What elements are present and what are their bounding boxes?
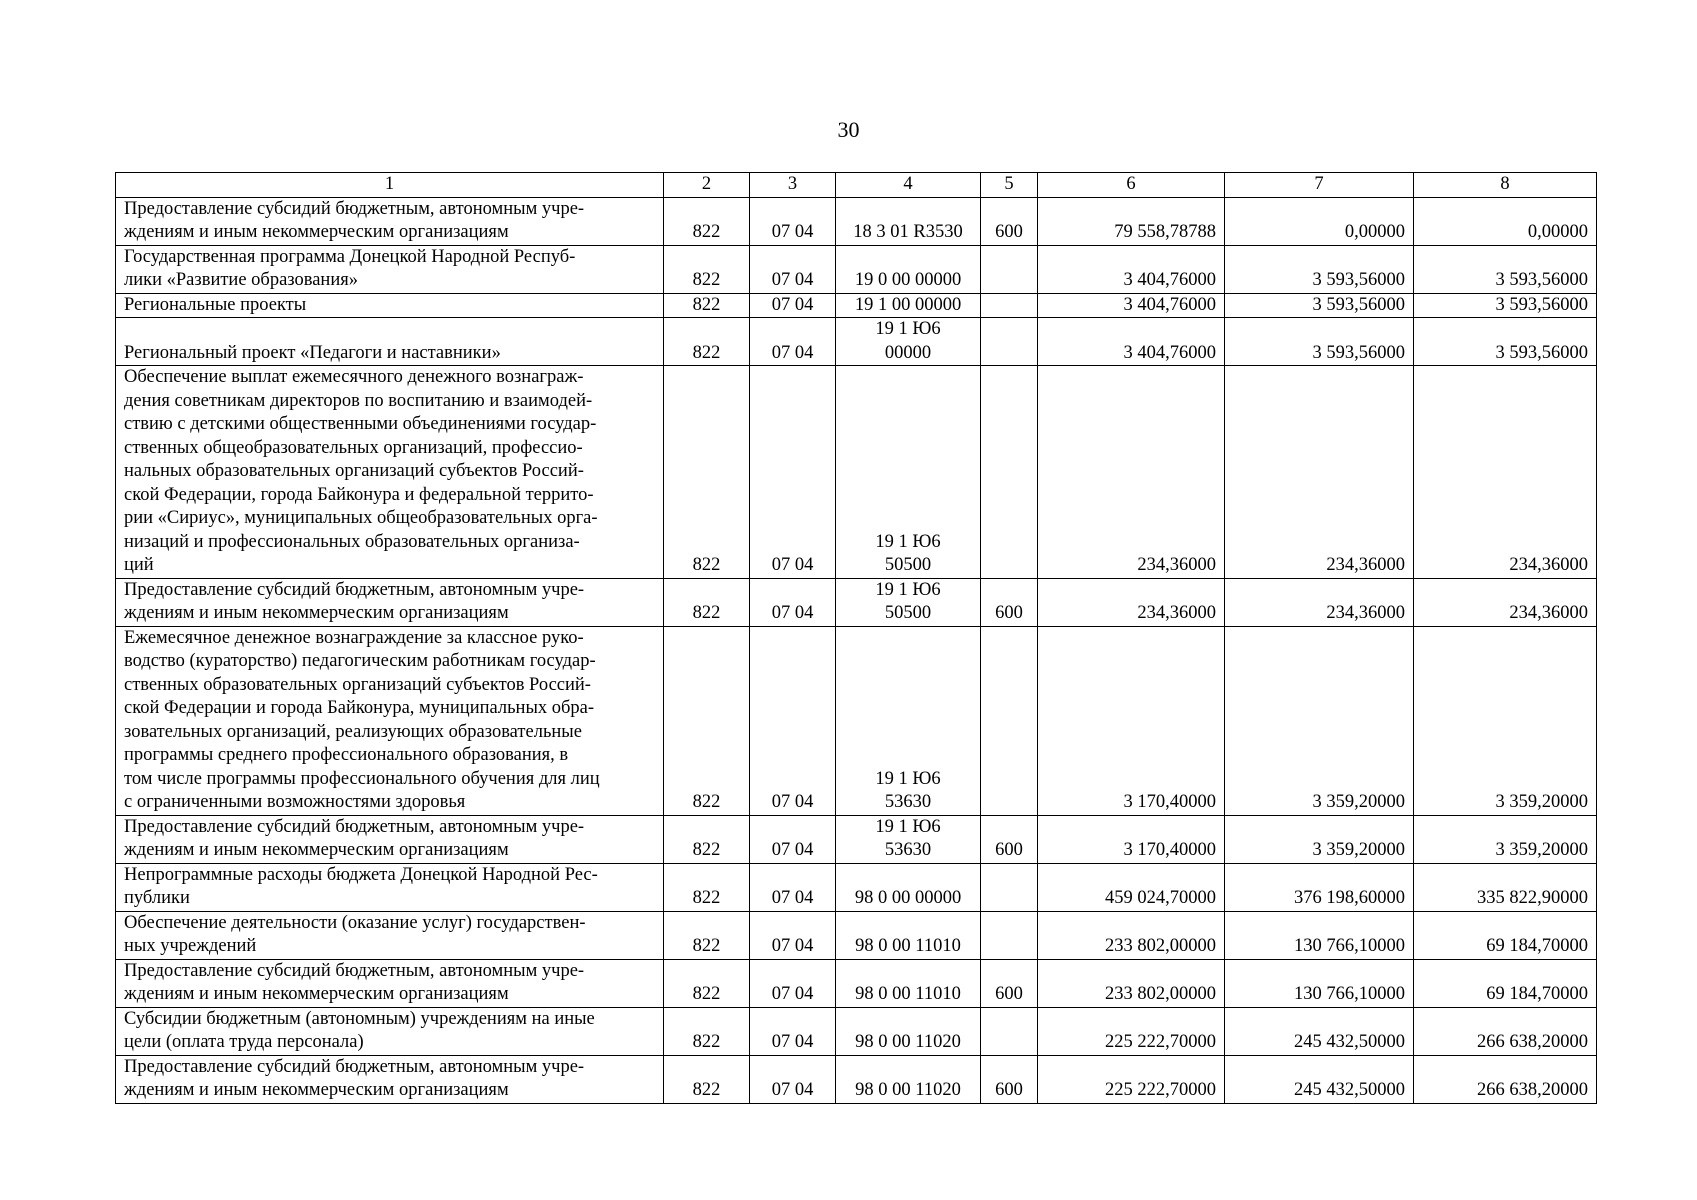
target-article-cell: 18 3 01 R3530 xyxy=(836,197,981,245)
column-header: 1 xyxy=(116,173,664,198)
amount-year3-cell: 335 822,90000 xyxy=(1414,863,1597,911)
amount-year1-cell: 233 802,00000 xyxy=(1038,959,1225,1007)
section-code-cell: 07 04 xyxy=(750,197,836,245)
ministry-code-cell: 822 xyxy=(664,626,750,815)
target-article-cell: 19 1 00 00000 xyxy=(836,293,981,318)
table-row xyxy=(116,318,1597,366)
ministry-code-cell: 822 xyxy=(664,318,750,366)
amount-year2-cell: 3 359,20000 xyxy=(1225,815,1414,863)
ministry-code-cell: 822 xyxy=(664,959,750,1007)
section-code-cell: 07 04 xyxy=(750,318,836,366)
ministry-code-cell: 822 xyxy=(664,245,750,293)
section-code-cell: 07 04 xyxy=(750,1055,836,1103)
amount-year1-cell: 3 170,40000 xyxy=(1038,815,1225,863)
amount-year2-cell: 3 593,56000 xyxy=(1225,293,1414,318)
amount-year2-cell: 3 593,56000 xyxy=(1225,318,1414,366)
expense-type-cell: 600 xyxy=(981,197,1038,245)
amount-year3-cell: 234,36000 xyxy=(1414,578,1597,626)
section-code-cell: 07 04 xyxy=(750,959,836,1007)
row-name-cell: Обеспечение деятельности (оказание услуг) государствен- ных учреждений xyxy=(116,911,664,959)
amount-year2-cell: 3 593,56000 xyxy=(1225,245,1414,293)
ministry-code-cell: 822 xyxy=(664,366,750,579)
expense-type-cell: 600 xyxy=(981,578,1038,626)
amount-year3-cell: 3 593,56000 xyxy=(1414,318,1597,366)
amount-year3-cell: 3 593,56000 xyxy=(1414,245,1597,293)
amount-year1-cell: 225 222,70000 xyxy=(1038,1007,1225,1055)
target-article-cell: 19 1 Ю6 00000 xyxy=(836,318,981,366)
amount-year1-cell: 79 558,78788 xyxy=(1038,197,1225,245)
target-article-cell: 98 0 00 11010 xyxy=(836,911,981,959)
amount-year1-cell: 459 024,70000 xyxy=(1038,863,1225,911)
table-row xyxy=(116,197,1597,245)
table-row xyxy=(116,293,1597,318)
row-name-cell: Государственная программа Донецкой Народной Респуб- лики «Развитие образования» xyxy=(116,245,664,293)
expense-type-cell xyxy=(981,366,1038,579)
amount-year1-cell: 3 170,40000 xyxy=(1038,626,1225,815)
ministry-code-cell: 822 xyxy=(664,863,750,911)
row-name-cell: Субсидии бюджетным (автономным) учреждениям на иные цели (оплата труда персонала) xyxy=(116,1007,664,1055)
amount-year3-cell: 3 359,20000 xyxy=(1414,815,1597,863)
row-name-cell: Ежемесячное денежное вознаграждение за классное руко- водство (кураторство) педагогическим работникам государ- ственных образовательных организаций субъектов Россий- ской Федерации и города Байконура, муниципальных обра- зовательных организаций, реализующих образовательные программы среднего профессионального образования, в том числе программы профессионального обучения для лиц с ограниченными возможностями здоровья xyxy=(116,626,664,815)
target-article-cell: 98 0 00 11020 xyxy=(836,1055,981,1103)
amount-year3-cell: 3 359,20000 xyxy=(1414,626,1597,815)
ministry-code-cell: 822 xyxy=(664,1055,750,1103)
amount-year2-cell: 3 359,20000 xyxy=(1225,626,1414,815)
row-name-cell: Обеспечение выплат ежемесячного денежного вознаграж- дения советникам директоров по воспитанию и взаимодей- ствию с детскими общественными объединениями государ- ственных общеобразовательных организаций, профессио- нальных образовательных организаций субъектов Россий- ской Федерации, города Байконура и федеральной террито- рии «Сириус», муниципальных общеобразовательных орга- низаций и профессиональных образовательных организа- ций xyxy=(116,366,664,579)
table-row xyxy=(116,863,1597,911)
amount-year3-cell: 266 638,20000 xyxy=(1414,1055,1597,1103)
section-code-cell: 07 04 xyxy=(750,293,836,318)
page-number: 30 xyxy=(837,117,860,142)
amount-year3-cell: 69 184,70000 xyxy=(1414,959,1597,1007)
table-row xyxy=(116,1007,1597,1055)
target-article-cell: 19 1 Ю6 50500 xyxy=(836,366,981,579)
table-row xyxy=(116,1055,1597,1103)
section-code-cell: 07 04 xyxy=(750,815,836,863)
amount-year1-cell: 3 404,76000 xyxy=(1038,245,1225,293)
row-name-cell: Непрограммные расходы бюджета Донецкой Народной Рес- публики xyxy=(116,863,664,911)
table-row xyxy=(116,911,1597,959)
amount-year1-cell: 225 222,70000 xyxy=(1038,1055,1225,1103)
target-article-cell: 19 0 00 00000 xyxy=(836,245,981,293)
table-row xyxy=(116,245,1597,293)
expense-type-cell xyxy=(981,911,1038,959)
column-header: 4 xyxy=(836,173,981,198)
amount-year3-cell: 69 184,70000 xyxy=(1414,911,1597,959)
expense-type-cell: 600 xyxy=(981,815,1038,863)
section-code-cell: 07 04 xyxy=(750,626,836,815)
amount-year2-cell: 376 198,60000 xyxy=(1225,863,1414,911)
amount-year3-cell: 266 638,20000 xyxy=(1414,1007,1597,1055)
target-article-cell: 98 0 00 00000 xyxy=(836,863,981,911)
expense-type-cell: 600 xyxy=(981,1055,1038,1103)
row-name-cell: Предоставление субсидий бюджетным, автономным учре- ждениям и иным некоммерческим организациям xyxy=(116,815,664,863)
column-header: 2 xyxy=(664,173,750,198)
column-header: 3 xyxy=(750,173,836,198)
amount-year2-cell: 130 766,10000 xyxy=(1225,911,1414,959)
expense-type-cell xyxy=(981,1007,1038,1055)
expense-type-cell xyxy=(981,293,1038,318)
section-code-cell: 07 04 xyxy=(750,366,836,579)
column-header: 6 xyxy=(1038,173,1225,198)
target-article-cell: 19 1 Ю6 50500 xyxy=(836,578,981,626)
table-row xyxy=(116,959,1597,1007)
section-code-cell: 07 04 xyxy=(750,863,836,911)
amount-year1-cell: 3 404,76000 xyxy=(1038,293,1225,318)
column-header: 8 xyxy=(1414,173,1597,198)
amount-year2-cell: 245 432,50000 xyxy=(1225,1055,1414,1103)
amount-year3-cell: 234,36000 xyxy=(1414,366,1597,579)
target-article-cell: 19 1 Ю6 53630 xyxy=(836,626,981,815)
section-code-cell: 07 04 xyxy=(750,245,836,293)
row-name-cell: Предоставление субсидий бюджетным, автономным учре- ждениям и иным некоммерческим организациям xyxy=(116,959,664,1007)
expense-type-cell xyxy=(981,626,1038,815)
table-row xyxy=(116,815,1597,863)
target-article-cell: 19 1 Ю6 53630 xyxy=(836,815,981,863)
row-name-cell: Региональный проект «Педагоги и наставники» xyxy=(116,318,664,366)
table-row xyxy=(116,366,1597,579)
expense-type-cell xyxy=(981,245,1038,293)
target-article-cell: 98 0 00 11010 xyxy=(836,959,981,1007)
amount-year2-cell: 234,36000 xyxy=(1225,366,1414,579)
table-row xyxy=(116,578,1597,626)
amount-year3-cell: 0,00000 xyxy=(1414,197,1597,245)
amount-year1-cell: 234,36000 xyxy=(1038,366,1225,579)
column-header: 5 xyxy=(981,173,1038,198)
target-article-cell: 98 0 00 11020 xyxy=(836,1007,981,1055)
section-code-cell: 07 04 xyxy=(750,911,836,959)
section-code-cell: 07 04 xyxy=(750,1007,836,1055)
ministry-code-cell: 822 xyxy=(664,1007,750,1055)
amount-year1-cell: 234,36000 xyxy=(1038,578,1225,626)
row-name-cell: Предоставление субсидий бюджетным, автономным учре- ждениям и иным некоммерческим организациям xyxy=(116,197,664,245)
budget-table xyxy=(115,172,1597,1104)
row-name-cell: Региональные проекты xyxy=(116,293,664,318)
row-name-cell: Предоставление субсидий бюджетным, автономным учре- ждениям и иным некоммерческим организациям xyxy=(116,578,664,626)
expense-type-cell xyxy=(981,318,1038,366)
amount-year3-cell: 3 593,56000 xyxy=(1414,293,1597,318)
table-header-row xyxy=(116,173,1597,198)
expense-type-cell xyxy=(981,863,1038,911)
ministry-code-cell: 822 xyxy=(664,815,750,863)
ministry-code-cell: 822 xyxy=(664,293,750,318)
amount-year1-cell: 3 404,76000 xyxy=(1038,318,1225,366)
table-body xyxy=(116,197,1597,1103)
expense-type-cell: 600 xyxy=(981,959,1038,1007)
table-row xyxy=(116,626,1597,815)
amount-year2-cell: 245 432,50000 xyxy=(1225,1007,1414,1055)
ministry-code-cell: 822 xyxy=(664,911,750,959)
section-code-cell: 07 04 xyxy=(750,578,836,626)
amount-year2-cell: 0,00000 xyxy=(1225,197,1414,245)
row-name-cell: Предоставление субсидий бюджетным, автономным учре- ждениям и иным некоммерческим организациям xyxy=(116,1055,664,1103)
amount-year2-cell: 234,36000 xyxy=(1225,578,1414,626)
ministry-code-cell: 822 xyxy=(664,578,750,626)
column-header: 7 xyxy=(1225,173,1414,198)
amount-year1-cell: 233 802,00000 xyxy=(1038,911,1225,959)
ministry-code-cell: 822 xyxy=(664,197,750,245)
amount-year2-cell: 130 766,10000 xyxy=(1225,959,1414,1007)
